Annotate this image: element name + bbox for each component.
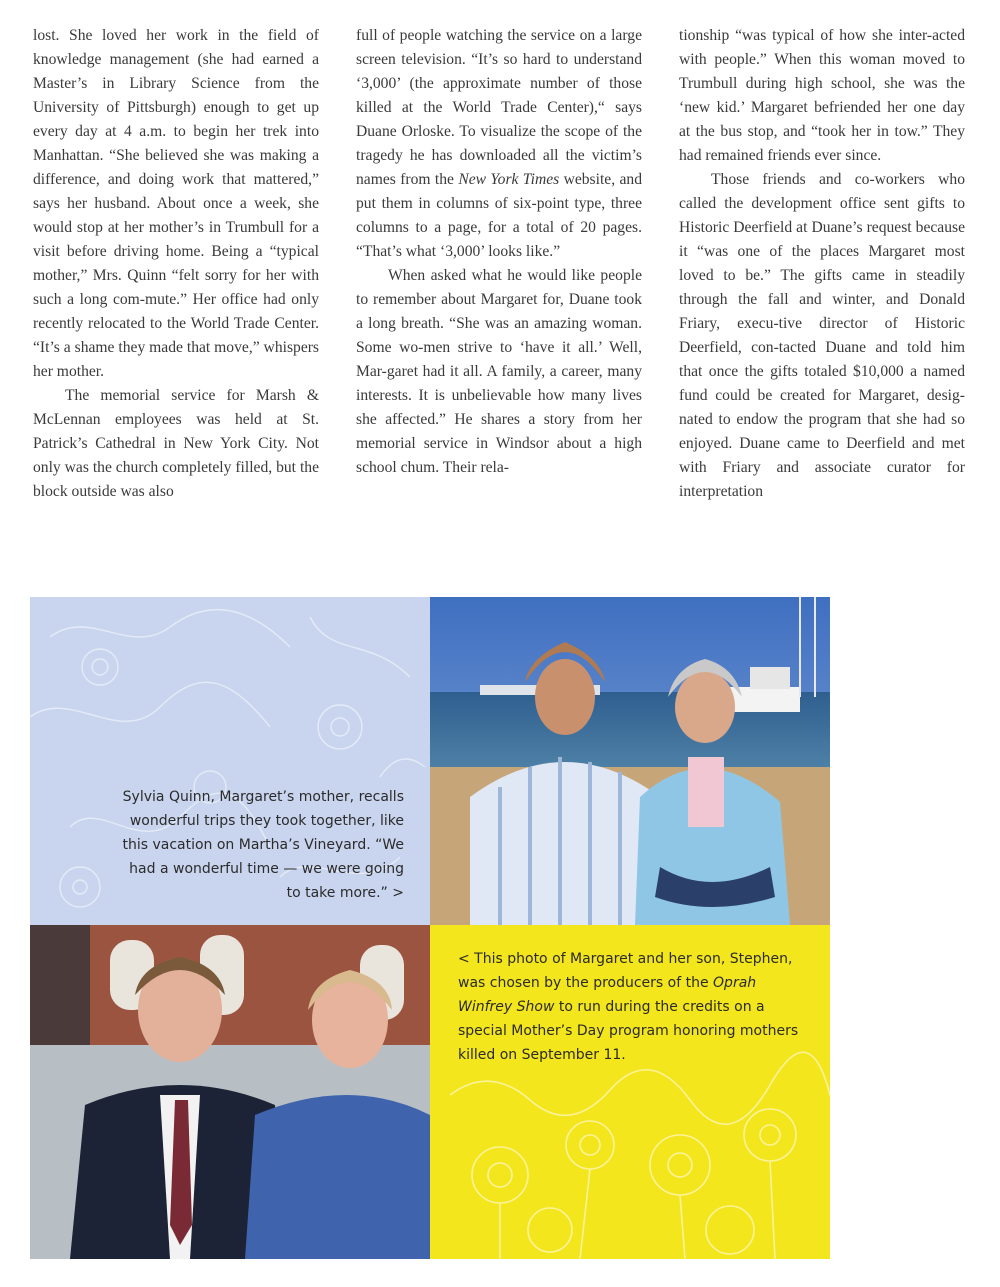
paragraph: lost. She loved her work in the field of knowledge management (she had earned a Master’s in Library Science from the University of Pittsburgh) enough to get up every day at 4 a.m. to begin her trek into Manhattan. “She believed she was making a difference, and doing work that mattered,” says her husband. About once a week, she would stop at her mother’s in Trumbull for a visit before driving home. Being a “typical mother,” Mrs. Quinn “felt sorry for her with such a long com-mute.” Her office had only recently relocated to the World Trade Center. “It’s a shame they made that move,” whispers her mother.: [33, 27, 319, 380]
paragraph: The memorial service for Marsh & McLennan employees was held at St. Patrick’s Cathedral in New York City. Not only was the church completely filled, but the block outside was also: [33, 387, 319, 500]
photo-margaret-and-son: [30, 925, 430, 1259]
vineyard-caption: [84, 785, 404, 905]
text-run: website, and put them in columns of six-point type, three columns to a page, for a total of 20 pages. “That’s what ‘3,000’ looks like.”: [356, 171, 642, 260]
photo-marthas-vineyard: [430, 597, 830, 925]
show-title: Oprah Winfrey Show: [458, 975, 757, 1015]
text-run: full of people watching the service on a large screen television. “It’s so hard to understand ‘3,000’ (the approximate number of those killed at the World Trade Center),“ says Duane Orloske. To visualize the scope of the tragedy he has downloaded all the victim’s names from the: [356, 27, 642, 188]
article-column-1: [33, 24, 319, 504]
caption-line: this vacation on Martha’s Vineyard. “We: [122, 837, 404, 853]
caption-line: to take more.” >: [286, 885, 404, 901]
paragraph: [356, 24, 642, 264]
caption-line: wonderful trips they took together, like: [129, 813, 404, 829]
paragraph: Those friends and co-workers who called the development office sent gifts to Historic Deerfield at Duane’s request because it “was one of the places Margaret most loved to be.” The gifts came in steadily through the fall and winter, and Donald Friary, execu-tive director of Historic Deerfield, con-tacted Duane and told him that once the gifts totaled $10,000 a named fund could be created for Margaret, desig-nated to endow the program that she had so enjoyed. Duane came to Deerfield and met with Friary and associate curator for interpretation: [679, 171, 965, 500]
photo-illustration: [30, 925, 430, 1259]
oprah-caption: [458, 947, 808, 1067]
publication-title: New York Times: [458, 171, 560, 188]
caption-line: had a wonderful time — we were going: [129, 861, 404, 877]
article-column-3: [679, 24, 965, 504]
caption-panel-blue: [30, 597, 430, 925]
photo-illustration: [430, 597, 830, 925]
caption-panel-yellow: [430, 925, 830, 1259]
paragraph: tionship “was typical of how she inter-acted with people.” When this woman moved to Trumbull during high school, she was the ‘new kid.’ Margaret befriended her one day at the bus stop, and “took her in tow.” They had remained friends ever since.: [679, 27, 965, 164]
article-column-2: [356, 24, 642, 480]
caption-text: to run during the credits on a special Mother’s Day program honoring mothers killed on September 11.: [458, 999, 799, 1063]
caption-line: Sylvia Quinn, Margaret’s mother, recalls: [122, 789, 404, 805]
caption-text: < This photo of Margaret and her son, Stephen, was chosen by the producers of the: [458, 951, 793, 991]
paragraph: When asked what he would like people to remember about Margaret for, Duane took a long breath. “She was an amazing woman. Some wo-men strive to ‘have it all.’ Well, Mar-garet had it all. A family, a career, many interests. It is unbelievable how many lives she affected.” He shares a story from her memorial service in Windsor about a high school chum. Their rela-: [356, 267, 642, 476]
